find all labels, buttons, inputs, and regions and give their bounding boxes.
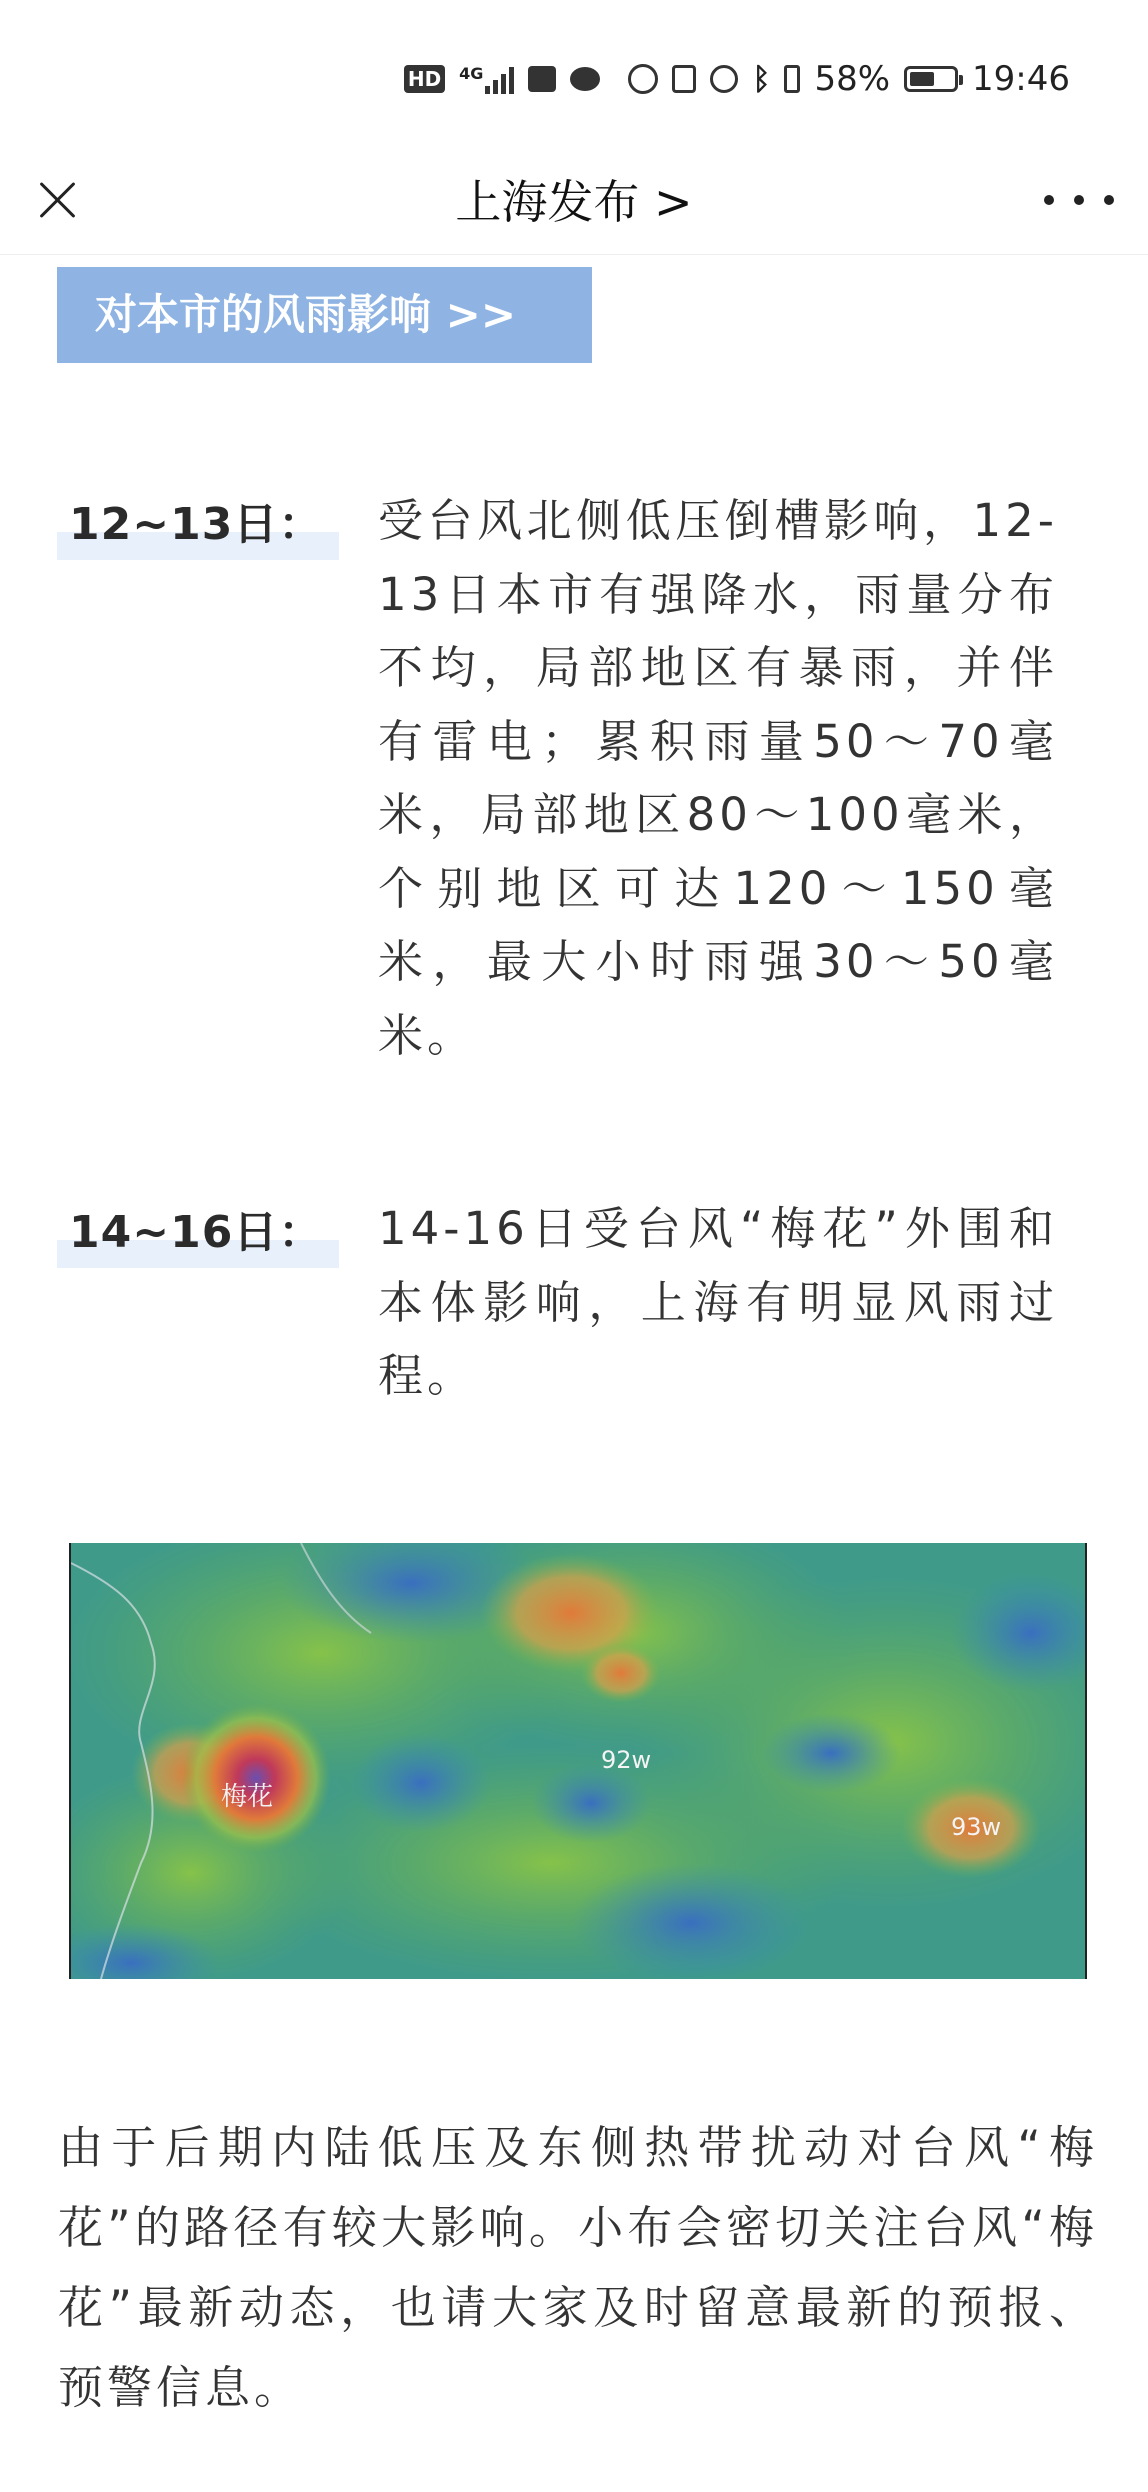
clock: 19:46 bbox=[972, 59, 1070, 99]
battery-percent: 58% bbox=[814, 59, 891, 99]
forecast-text-2: 14-16日受台风“梅花”外围和本体影响，上海有明显风雨过程。 bbox=[378, 1202, 1058, 1402]
forecast-date-label: 14~16日： bbox=[69, 1207, 324, 1258]
typhoon-weather-map[interactable] bbox=[69, 1543, 1087, 1979]
section-banner: 对本市的风雨影响 >> bbox=[57, 267, 592, 363]
alarm-icon bbox=[710, 65, 738, 93]
forecast-date-label: 12~13日： bbox=[69, 499, 324, 550]
more-options-icon[interactable] bbox=[1044, 178, 1114, 222]
network-type: 4G bbox=[459, 64, 484, 83]
status-icons bbox=[404, 54, 1070, 104]
system-92w-label: 92w bbox=[601, 1746, 652, 1774]
bluetooth-icon: ᛒ bbox=[752, 61, 771, 97]
status-bar bbox=[0, 0, 1148, 150]
vibrate-icon bbox=[784, 65, 800, 93]
battery-icon bbox=[904, 66, 958, 92]
calendar-icon bbox=[528, 66, 556, 92]
forecast-date-1 bbox=[57, 488, 339, 552]
typhoon-label: 梅花 bbox=[221, 1782, 274, 1812]
account-title[interactable]: 上海发布 > bbox=[455, 175, 693, 229]
system-93w-label: 93w bbox=[951, 1813, 1002, 1841]
forecast-date-2 bbox=[57, 1196, 339, 1260]
nfc-icon bbox=[672, 65, 696, 93]
data-saver-icon bbox=[628, 64, 658, 94]
chat-icon bbox=[570, 67, 600, 91]
closing-paragraph: 由于后期内陆低压及东侧热带扰动对台风“梅花”的路径有较大影响。小布会密切关注台风“梅花”最新动态，也请大家及时留意最新的预报、预警信息。 bbox=[58, 2121, 1098, 2414]
signal-icon bbox=[459, 64, 514, 94]
top-nav-bar bbox=[0, 150, 1148, 255]
hd-icon: HD bbox=[404, 65, 445, 93]
forecast-text-1: 受台风北侧低压倒槽影响，12-13日本市有强降水，雨量分布不均，局部地区有暴雨，并伴有雷电；累积雨量50～70毫米，局部地区80～100毫米，个别地区可达120～150毫米，最大小时雨强30～50毫米。 bbox=[378, 494, 1058, 1062]
